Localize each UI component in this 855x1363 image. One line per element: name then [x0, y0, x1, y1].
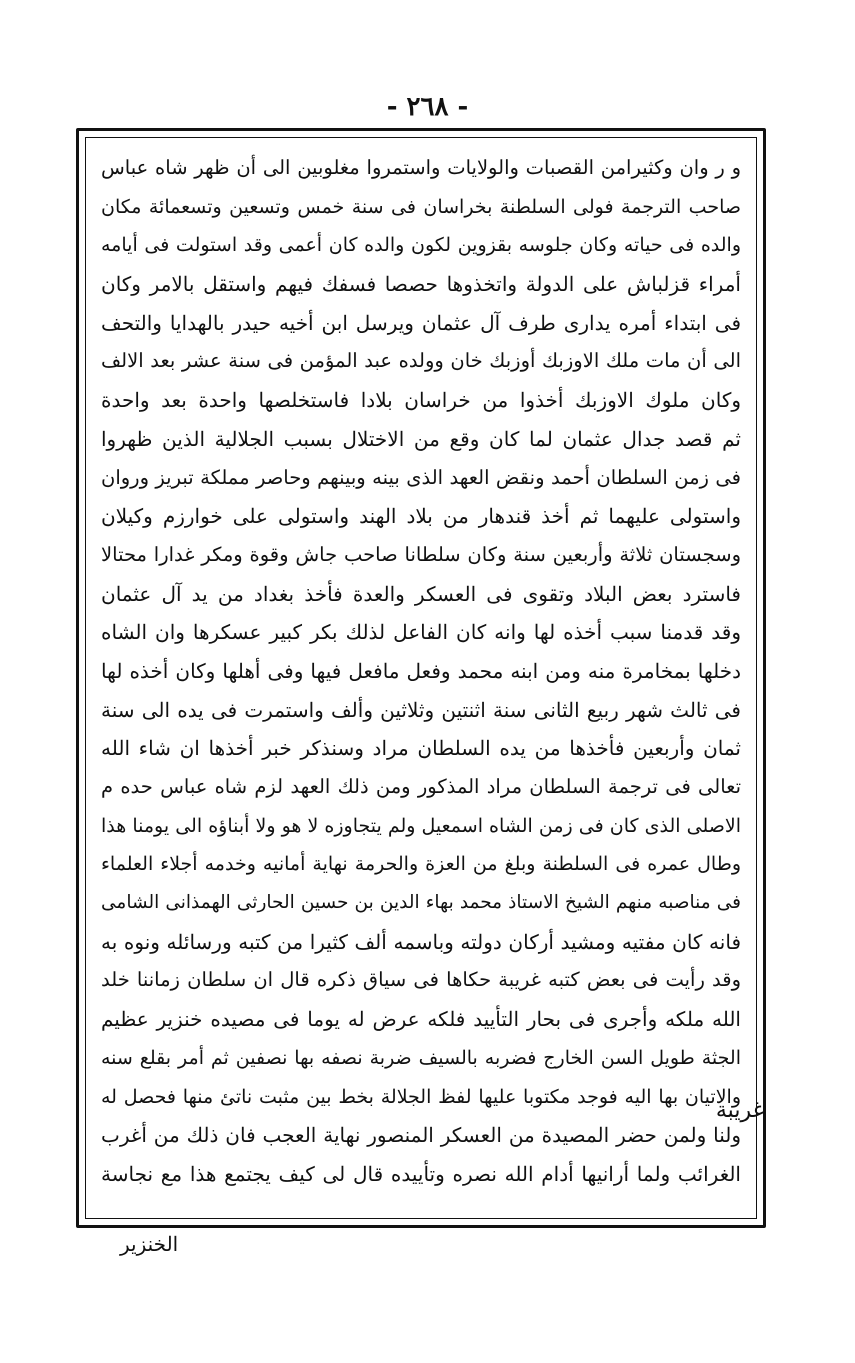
text-line: الجثة طويل السن الخارج فضربه بالسيف ضربة نصفه بها نصفين ثم أمر بقلع سنه — [101, 1046, 741, 1069]
text-line: وقد قدمنا سبب أخذه لها وانه كان الفاعل لذلك بكر كبير عسكرها وان الشاه — [101, 620, 741, 645]
text-line: فى مناصبه منهم الشيخ الاستاذ محمد بهاء الدين بن حسين الحارثى الهمذانى الشامى — [101, 892, 741, 914]
text-frame — [76, 128, 766, 1228]
text-line: وقد رأيت فى بعض كتبه غريبة حكاها فى سياق ذكره قال ان سلطان زماننا خلد — [101, 968, 741, 992]
text-line: والاتيان بها اليه فوجد مكتوبا عليها لفظ الجلالة بخط بين مثبت ناتئ منها فحصل له — [101, 1085, 741, 1108]
text-line: وكان ملوك الاوزبك أخذوا من خراسان بلادا فاستخلصها واحدة بعد واحدة — [101, 388, 741, 413]
text-line: فى ثالث شهر ربيع الثانى سنة اثنتين وثلاثين وألف واستمرت فى يده الى سنة — [101, 697, 741, 722]
text-line: ولنا ولمن حضر المصيدة من العسكر المنصور نهاية العجب فان ذلك من أغرب — [101, 1123, 741, 1148]
text-line: دخلها بمخامرة منه ومن ابنه محمد وفعل مافعل فيها وفى أهلها وكان أخذه لها — [101, 658, 741, 683]
margin-note: غريبة — [715, 1098, 765, 1123]
text-line: وطال عمره فى السلطنة وبلغ من العزة والحرمة نهاية أمانيه وخدمه أجلاء العلماء — [101, 853, 741, 876]
main-text-block — [101, 149, 741, 1211]
text-line: والده فى حياته وكان جلوسه بقزوين لكون والده كان أعمى وقد استولت فى أيامه — [101, 234, 741, 257]
text-line: الاصلى الذى كان فى زمن الشاه اسمعيل ولم يتجاوزه لا هو ولا أبناؤه الى يومنا هذا — [101, 814, 741, 837]
text-line: و ر وان وكثيرامن القصبات والولايات واستمروا مغلوبين الى أن ظهر شاه عباس — [101, 156, 741, 179]
text-line: وسجستان ثلاثة وأربعين سنة وكان سلطانا صاحب جاش وقوة ومكر غدارا محتالا — [101, 542, 741, 566]
text-line: فانه كان مفتيه ومشيد أركان دولته وباسمه ألف كثيرا من كتبه ورسائله ونوه به — [101, 929, 741, 954]
text-line: فاسترد بعض البلاد وتقوى فى العسكر والعدة فأخذ بغداد من يد آل عثمان — [101, 581, 741, 606]
text-line: ثم قصد جدال عثمان لما كان وقع من الاختلال بسبب الجلالية الذين ظهروا — [101, 426, 741, 451]
text-line: فى ابتداء أمره يدارى طرف آل عثمان ويرسل ابن أخيه حيدر بالهدايا والتحف — [101, 310, 741, 335]
text-line: تعالى فى ترجمة السلطان مراد المذكور ومن ذلك العهد لزم شاه عباس حده م — [101, 775, 741, 798]
text-line: الغرائب ولما أرانيها أدام الله نصره وتأييده قال لى كيف يجتمع هذا مع نجاسة — [101, 1161, 741, 1186]
text-line: ثمان وأربعين فأخذها من يده السلطان مراد وسنذكر خبر أخذها ان شاء الله — [101, 736, 741, 761]
text-line: أمراء قزلباش على الدولة واتخذوها حصصا فسفك فيهم واستقل بالامر وكان — [101, 272, 741, 297]
text-line: صاحب الترجمة فولى السلطنة بخراسان فى سنة خمس وتسعين وتسعمائة مكان — [101, 195, 741, 218]
text-line: واستولى عليهما ثم أخذ قندهار من بلاد الهند واستولى على خوارزم وكيلان — [101, 504, 741, 529]
text-line: الله ملكه وأجرى فى بحار التأييد فلكه عرض له يوما فى مصيده خنزير عظيم — [101, 1007, 741, 1032]
catchword: الخنزير — [120, 1232, 179, 1256]
text-line: الى أن مات ملك الاوزبك أوزبك خان وولده عبد المؤمن فى سنة عشر بعد الالف — [101, 349, 741, 373]
page-number: - ٢٦٨ - — [386, 92, 469, 122]
text-line: فى زمن السلطان أحمد ونقض العهد الذى بينه وبينهم وحاصر مملكة تبريز وروان — [101, 465, 741, 489]
